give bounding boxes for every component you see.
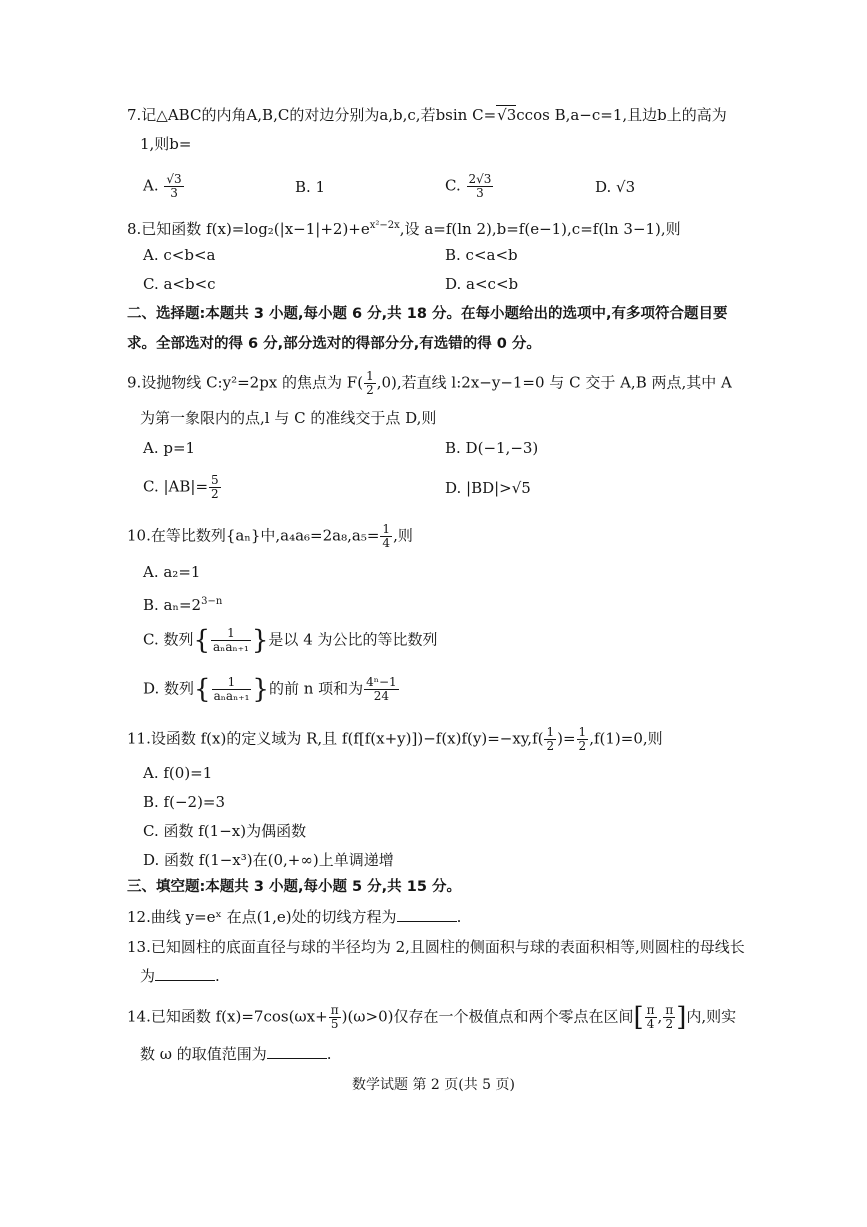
- q8-stem-rest: ,设 a=f(ln 2),b=f(e−1),c=f(ln 3−1),则: [399, 220, 681, 238]
- q7-option-a-den: 3: [170, 186, 178, 200]
- q10-option-d-sum-fraction: [364, 676, 399, 703]
- q7-stem: [127, 104, 727, 126]
- q7-stem-part2: ccos B,a−c=1,且边b上的高为: [516, 106, 727, 124]
- q12-stem-text: 12.曲线 y=eˣ 在点(1,e)处的切线方程为: [127, 908, 397, 926]
- q12-stem: [127, 906, 461, 928]
- q10-stem-num: 1: [382, 522, 391, 536]
- q10-option-c-right-brace: }: [251, 625, 269, 656]
- section3-heading: 三、填空题:本题共 3 小题,每小题 5 分,共 15 分。: [127, 879, 461, 895]
- q10-option-c-fraction: [211, 627, 251, 654]
- q9-stem-a: 9.设抛物线 C:y²=2px 的焦点为 F(: [127, 373, 364, 392]
- q10-option-b-exponent: 3−n: [201, 596, 223, 607]
- q10-stem-b: ,则: [393, 526, 413, 545]
- q14-pi-den: 5: [330, 1017, 339, 1031]
- q9-stem: [127, 370, 732, 397]
- q14-stem-a: 14.已知函数 f(x)=7cos(ωx+: [127, 1007, 328, 1026]
- q10-option-c: [143, 627, 438, 654]
- q7-option-a-num: √3: [166, 172, 182, 186]
- q7-option-a-fraction: [164, 173, 183, 200]
- q10-option-d: [143, 676, 400, 703]
- q14-pi-fraction: [329, 1004, 341, 1031]
- q10-option-b: [143, 591, 222, 616]
- q13-stem: 13.已知圆柱的底面直径与球的半径均为 2,且圆柱的侧面积与球的表面积相等,则圆柱的母线长: [127, 938, 745, 956]
- q14-stem: 14.已知函数 f(x)=7cos(ωx+ $\frac{\pi}{5}$ )(ω>0)仅存在一个极值点和两个零点在区间[ $\frac{\pi}{4}$ , $\frac{\pi}{2}$ ]内,则实: [127, 1002, 737, 1033]
- q14-interval-fraction2: [663, 1004, 675, 1031]
- q14-stem-end: .: [326, 1045, 332, 1063]
- q7-stem-root: √3: [497, 106, 517, 124]
- q8-option-c: C. a<b<c: [143, 275, 216, 293]
- q13-answer-blank: [155, 966, 215, 981]
- q9-option-c: [143, 474, 222, 501]
- q8-option-a: A. c<b<a: [143, 246, 216, 264]
- q7-option-a: [143, 173, 185, 200]
- q7-option-a-label: A.: [143, 176, 159, 195]
- q11-stem-num1: 1: [546, 725, 555, 739]
- q11-stem-c: ,f(1)=0,则: [589, 729, 663, 748]
- q11-stem-b: )=: [557, 729, 576, 748]
- q10-option-d-sum-den: 24: [373, 689, 390, 703]
- q10-option-c-left-brace: {: [193, 625, 211, 656]
- q10-option-d-num: 1: [212, 676, 252, 690]
- q9-option-c-den: 2: [211, 487, 219, 501]
- q7-option-b: B. 1: [295, 178, 326, 196]
- q14-pi-num: π: [330, 1003, 339, 1017]
- q9-stem-den: 2: [366, 383, 374, 397]
- q9-option-c-fraction: [209, 474, 221, 501]
- q14-interval-fraction1: [645, 1004, 657, 1031]
- q10-stem-fraction: [380, 523, 392, 550]
- q10-stem-den: 4: [382, 536, 391, 550]
- q13-stem-continuation: [140, 965, 220, 987]
- q9-option-c-num: 5: [211, 473, 219, 487]
- q7-stem-part1: 7.记△ABC的内角A,B,C的对边分别为a,b,c,若bsin C=: [127, 106, 497, 124]
- q7-option-c-fraction: [467, 173, 494, 200]
- q11-option-b: B. f(−2)=3: [143, 793, 226, 811]
- q9-stem-num: 1: [366, 369, 374, 383]
- q10-option-d-text: 的前 n 项和为: [268, 679, 364, 698]
- q11-stem-den2: 2: [578, 739, 587, 753]
- q9-stem-b: ,0),若直线 l:2x−y−1=0 与 C 交于 A,B 两点,其中 A: [376, 373, 732, 392]
- q14-right-bracket: ]: [676, 1002, 687, 1033]
- q8-stem-exponent: x²−2x: [369, 220, 400, 231]
- q11-stem: [127, 726, 663, 753]
- q9-option-c-label: C. |AB|=: [143, 477, 209, 496]
- q13-cont-text: 为: [140, 967, 156, 985]
- q7-stem-continuation: 1,则b=: [140, 135, 192, 153]
- q14-int-num2: π: [665, 1003, 674, 1017]
- q10-stem: [127, 523, 413, 550]
- q11-stem-fraction2: [577, 726, 589, 753]
- q14-int-den1: 4: [646, 1017, 655, 1031]
- q9-option-d: D. |BD|>√5: [445, 479, 531, 497]
- q7-option-c-den: 3: [476, 186, 484, 200]
- q14-cont-text: 数 ω 的取值范围为: [140, 1045, 267, 1063]
- q10-option-d-left-brace: {: [194, 674, 211, 705]
- q7-option-c-num: 2√3: [468, 172, 492, 186]
- q10-option-c-text: 是以 4 为公比的等比数列: [268, 630, 438, 649]
- q9-option-a: A. p=1: [143, 439, 196, 457]
- q10-option-d-right-brace: }: [252, 674, 269, 705]
- q10-stem-a: 10.在等比数列{aₙ}中,a₄a₆=2a₈,a₅=: [127, 526, 380, 545]
- q11-stem-fraction1: [544, 726, 556, 753]
- q10-option-d-fraction: [212, 676, 252, 703]
- section2-heading-line1: 二、选择题:本题共 3 小题,每小题 6 分,共 18 分。在每小题给出的选项中,有多项符合题目要: [127, 306, 728, 322]
- q10-option-c-den: aₙaₙ₊₁: [213, 640, 249, 654]
- q10-option-c-num: 1: [211, 627, 251, 641]
- q14-left-bracket: [: [633, 1002, 644, 1033]
- q11-option-c: C. 函数 f(1−x)为偶函数: [143, 822, 307, 840]
- q11-stem-num2: 1: [578, 725, 587, 739]
- q8-stem: [127, 215, 681, 240]
- q11-option-d: D. 函数 f(1−x³)在(0,+∞)上单调递增: [143, 851, 394, 869]
- q14-stem-c: 内,则实: [686, 1007, 737, 1026]
- q9-stem-continuation: 为第一象限内的点,l 与 C 的准线交于点 D,则: [140, 409, 437, 427]
- q10-option-c-label: C. 数列: [143, 630, 194, 649]
- q7-option-c-label: C.: [445, 176, 461, 195]
- q8-stem-main: 8.已知函数 f(x)=log₂(|x−1|+2)+e: [127, 220, 370, 238]
- q11-stem-den1: 2: [546, 739, 555, 753]
- q8-option-d: D. a<c<b: [445, 275, 519, 293]
- q7-option-c: [445, 173, 494, 200]
- q10-option-d-label: D. 数列: [143, 679, 195, 698]
- q12-stem-end: .: [456, 908, 462, 926]
- q13-stem-end: .: [215, 967, 220, 985]
- q14-int-num1: π: [646, 1003, 655, 1017]
- q14-stem-continuation: [140, 1043, 332, 1065]
- q10-option-d-sum-num: 4ⁿ−1: [366, 675, 397, 689]
- q10-option-d-den: aₙaₙ₊₁: [213, 689, 250, 703]
- q7-option-d: D. √3: [595, 178, 636, 196]
- q9-option-b: B. D(−1,−3): [445, 439, 539, 457]
- q14-int-den2: 2: [665, 1017, 674, 1031]
- q8-option-b: B. c<a<b: [445, 246, 518, 264]
- q11-option-a: A. f(0)=1: [143, 764, 213, 782]
- q10-option-b-main: B. aₙ=2: [143, 596, 202, 614]
- section2-heading-line2: 求。全部选对的得 6 分,部分选对的得部分分,有选错的得 0 分。: [127, 336, 541, 352]
- q14-answer-blank: [267, 1044, 327, 1059]
- q9-stem-fraction: [364, 370, 376, 397]
- q10-option-a: A. a₂=1: [143, 563, 201, 581]
- q12-answer-blank: [397, 907, 457, 922]
- q14-stem-b: )(ω>0)仅存在一个极值点和两个零点在区间: [341, 1007, 634, 1026]
- q11-stem-a: 11.设函数 f(x)的定义域为 R,且 f(f[f(x+y)])−f(x)f(y)=−xy,f(: [127, 729, 544, 748]
- page-footer: 数学试题 第 2 页(共 5 页): [352, 1077, 515, 1093]
